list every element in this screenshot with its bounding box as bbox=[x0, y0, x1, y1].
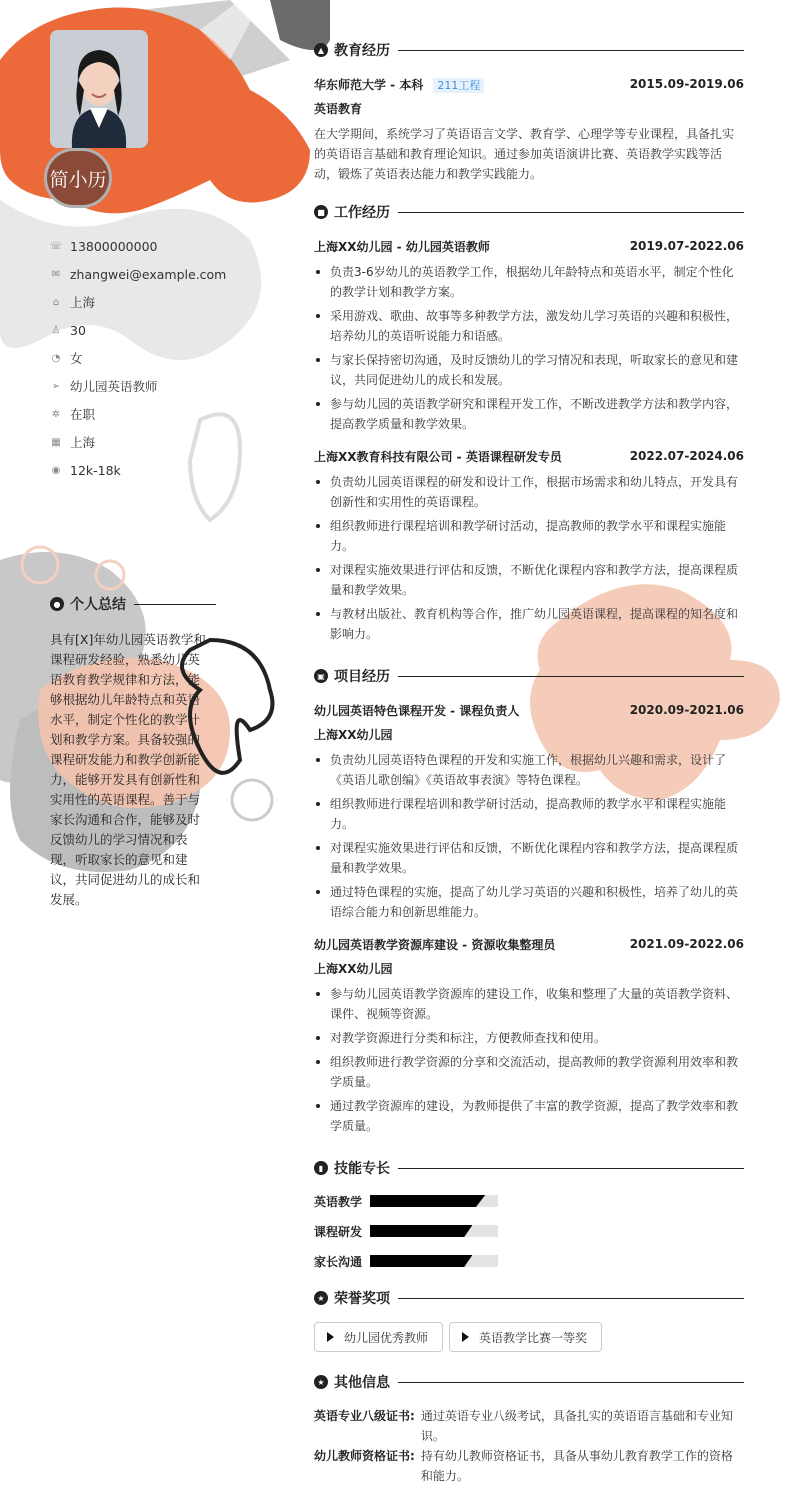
contact-salary: ◉ 12k-18k bbox=[51, 462, 121, 478]
project-org: 上海XX幼儿园 bbox=[314, 727, 393, 742]
contact-email: ✉ zhangwei@example.com bbox=[51, 266, 227, 282]
summary-title: ● 个人总结 bbox=[50, 594, 216, 614]
contact-status: ✲ 在职 bbox=[51, 407, 96, 422]
status-icon: ✲ bbox=[51, 408, 61, 420]
awards-title: ★ 荣誉奖项 bbox=[314, 1286, 744, 1310]
other-item: 幼儿教师资格证书: 持有幼儿教师资格证书，具备从事幼儿教育教学工作的资格和能力。 bbox=[314, 1449, 733, 1483]
list-item: 组织教师进行课程培训和教学研讨活动，提高教师的教学水平和课程实施能力。 bbox=[314, 794, 744, 834]
job-duties bbox=[314, 472, 744, 644]
project-header: 幼儿园英语教学资源库建设 - 资源收集整理员 2021.09-2022.06 bbox=[314, 937, 744, 952]
phone-icon: ☏ bbox=[49, 240, 63, 252]
profile-photo bbox=[50, 30, 148, 148]
skills-list bbox=[314, 1186, 744, 1276]
grid-icon: ▣ bbox=[314, 669, 328, 683]
contact-list bbox=[50, 232, 280, 484]
list-item: 对课程实施效果进行评估和反馈，不断优化课程内容和教学方法，提高课程质量和教学效果。 bbox=[314, 560, 744, 600]
award-item: 幼儿园优秀教师 bbox=[314, 1322, 443, 1352]
list-item: 通过特色课程的实施，提高了幼儿学习英语的兴趣和积极性，培养了幼儿的英语综合能力和创新思维能力。 bbox=[314, 882, 744, 922]
contact-phone: ☏ 13800000000 bbox=[49, 238, 158, 254]
school-name: 华东师范大学 - 本科 bbox=[314, 77, 424, 92]
list-item: 参与幼儿园的英语教学研究和课程开发工作，不断改进教学方法和教学内容，提高教学质量和教学效果。 bbox=[314, 394, 744, 434]
job-duties bbox=[314, 262, 744, 434]
send-icon: ➢ bbox=[51, 380, 61, 392]
play-icon bbox=[327, 1332, 334, 1342]
list-item: 参与幼儿园英语教学资源库的建设工作，收集和整理了大量的英语教学资料、课件、视频等资源。 bbox=[314, 984, 744, 1024]
summary-text: 具有[X]年幼儿园英语教学和课程研发经验，熟悉幼儿英语教育教学规律和方法，能够根据幼儿年龄特点和英语水平，制定个性化的教学计划和教学方案。具备较强的课程研发能力和教学创新能力，能够开发具有创新性和实用性的英语课程。善于与家长沟通和合作，能够及时反馈幼儿的学习情况和表现，听取家长的意见和建议，共同促进幼儿的成长和发展。 bbox=[50, 632, 206, 907]
education-title: ▲ 教育经历 bbox=[314, 38, 744, 62]
graduation-cap-icon: ▲ bbox=[314, 43, 328, 57]
mail-icon: ✉ bbox=[51, 268, 61, 280]
project-org: 上海XX幼儿园 bbox=[314, 961, 393, 976]
list-item: 与家长保持密切沟通，及时反馈幼儿的学习情况和表现，听取家长的意见和建议，共同促进幼儿的成长和发展。 bbox=[314, 350, 744, 390]
contact-position: ➢ 幼儿园英语教师 bbox=[51, 379, 158, 394]
education-desc: 在大学期间，系统学习了英语语言文学、教育学、心理学等专业课程，具备扎实的英语语言基础和教育理论知识。通过参加英语演讲比赛、英语教学实践等活动，锻炼了英语表达能力和教学实践能力。 bbox=[314, 127, 735, 181]
other-item: 英语专业八级证书: 通过英语专业八级考试，具备扎实的英语语言基础和专业知识。 bbox=[314, 1409, 733, 1443]
contact-gender: ◔ 女 bbox=[51, 351, 83, 366]
list-item: 与教材出版社、教育机构等合作，推广幼儿园英语课程，提高课程的知名度和影响力。 bbox=[314, 604, 744, 644]
education-major: 英语教育 bbox=[314, 101, 363, 116]
info-icon: ★ bbox=[314, 1375, 328, 1389]
chart-icon: ▮ bbox=[314, 1161, 328, 1175]
contact-age: ♙ 30 bbox=[51, 322, 86, 338]
list-item: 采用游戏、歌曲、故事等多种教学方法，激发幼儿学习英语的兴趣和积极性，培养幼儿的英语听说能力和语感。 bbox=[314, 306, 744, 346]
list-item: 组织教师进行课程培训和教学研讨活动，提高教师的教学水平和课程实施能力。 bbox=[314, 516, 744, 556]
list-item: 负责幼儿园英语特色课程的开发和实施工作，根据幼儿兴趣和需求，设计了《英语儿歌创编》《英语故事表演》等特色课程。 bbox=[314, 750, 744, 790]
building-icon: ▦ bbox=[51, 436, 61, 448]
work-title: ■ 工作经历 bbox=[314, 200, 744, 224]
contact-location: ⌂ 上海 bbox=[50, 288, 280, 316]
list-item: 通过教学资源库的建设，为教师提供了丰富的教学资源，提高了教学效率和教学质量。 bbox=[314, 1096, 744, 1136]
home-icon: ⌂ bbox=[52, 296, 60, 308]
user-icon: ● bbox=[50, 597, 64, 611]
job-header: 上海XX教育科技有限公司 - 英语课程研发专员 2022.07-2024.06 bbox=[314, 449, 744, 464]
skill-bar bbox=[370, 1195, 498, 1207]
name-badge: 简小历 bbox=[44, 148, 112, 208]
education-date: 2015.09-2019.06 bbox=[629, 77, 744, 91]
briefcase-icon: ■ bbox=[314, 205, 328, 219]
list-item: 对教学资源进行分类和标注，方便教师查找和使用。 bbox=[314, 1028, 744, 1048]
project-duties bbox=[314, 984, 744, 1136]
job-header: 上海XX幼儿园 - 幼儿园英语教师 2019.07-2022.06 bbox=[314, 239, 744, 254]
skill-bar bbox=[370, 1225, 498, 1237]
skill-item: 家长沟通 bbox=[314, 1246, 536, 1276]
project-header: 幼儿园英语特色课程开发 - 课程负责人 2020.09-2021.06 bbox=[314, 703, 744, 718]
medal-icon: ★ bbox=[314, 1291, 328, 1305]
salary-icon: ◉ bbox=[51, 464, 61, 476]
education-header bbox=[314, 74, 744, 94]
skill-item: 英语教学 bbox=[314, 1186, 536, 1216]
skill-bar bbox=[370, 1255, 498, 1267]
list-item: 负责3-6岁幼儿的英语教学工作，根据幼儿年龄特点和英语水平，制定个性化的教学计划和教学方案。 bbox=[314, 262, 744, 302]
awards-list bbox=[314, 1322, 744, 1352]
list-item: 组织教师进行教学资源的分享和交流活动，提高教师的教学资源利用效率和教学质量。 bbox=[314, 1052, 744, 1092]
skills-title: ▮ 技能专长 bbox=[314, 1156, 744, 1180]
other-title: ★ 其他信息 bbox=[314, 1370, 744, 1394]
list-item: 负责幼儿园英语课程的研发和设计工作，根据市场需求和幼儿特点，开发具有创新性和实用性的英语课程。 bbox=[314, 472, 744, 512]
age-icon: ♙ bbox=[51, 324, 61, 336]
gender-icon: ◔ bbox=[51, 352, 61, 364]
list-item: 对课程实施效果进行评估和反馈，不断优化课程内容和教学方法，提高课程质量和教学效果。 bbox=[314, 838, 744, 878]
school-tag: 211工程 bbox=[433, 78, 484, 93]
play-icon bbox=[462, 1332, 469, 1342]
main-content bbox=[314, 38, 744, 1486]
skill-item: 课程研发 bbox=[314, 1216, 536, 1246]
project-duties bbox=[314, 750, 744, 922]
award-item: 英语教学比赛一等奖 bbox=[449, 1322, 602, 1352]
projects-title: ▣ 项目经历 bbox=[314, 664, 744, 688]
contact-city: ▦ 上海 bbox=[51, 435, 96, 450]
